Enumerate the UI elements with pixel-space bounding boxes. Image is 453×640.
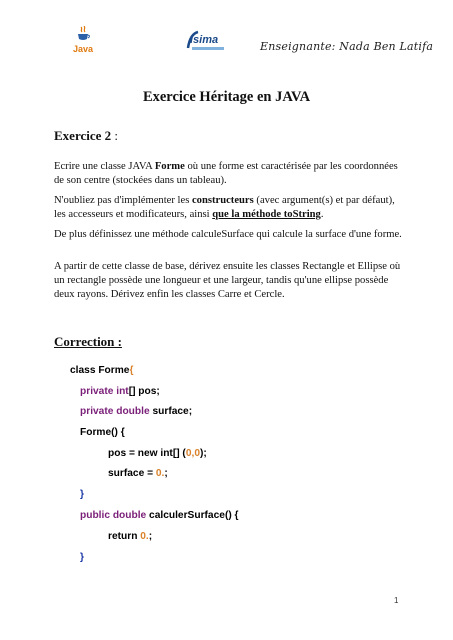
- code-keyword: private double: [80, 406, 150, 417]
- p2-text-a: N'oubliez pas d'implémenter les: [54, 195, 192, 206]
- exercise-heading-label: Exercice 2: [54, 128, 112, 143]
- code-text: [] pos;: [128, 386, 160, 397]
- p2-text-c: (avec argument(s) et par défaut), les accesseurs et modificateurs, ainsi: [54, 195, 395, 220]
- p1-text-a: Ecrire une classe JAVA: [54, 161, 155, 172]
- p1-text-c: où une forme est caractérisée par les coordonnées de son centre (stockées dans un tableau).: [54, 161, 398, 186]
- code-keyword: private int: [80, 386, 129, 397]
- code-text: surface;: [149, 406, 193, 417]
- code-line-7: }: [80, 489, 84, 500]
- exercise-paragraph-3: De plus définissez une méthode calculeSurface qui calcule la surface d'une forme.: [54, 229, 402, 240]
- document-title: Exercice Héritage en JAVA: [142, 89, 311, 105]
- code-text: ;: [164, 468, 168, 479]
- exercise-heading-colon: :: [111, 128, 119, 143]
- code-line-9: [108, 531, 152, 542]
- code-line-2: [80, 386, 160, 397]
- code-text: () {: [224, 510, 239, 521]
- code-text: );: [200, 448, 207, 459]
- p2-constructors: constructeurs: [191, 195, 254, 206]
- code-text: return: [108, 531, 141, 542]
- code-number: 0.: [155, 468, 165, 479]
- code-line-8: [80, 510, 239, 521]
- code-number: 0.: [140, 531, 149, 542]
- exercise-paragraph-2: [54, 194, 406, 222]
- java-logo: [66, 22, 100, 62]
- code-line-4: [80, 427, 125, 438]
- p2-text-e: .: [320, 209, 324, 220]
- isima-logo-bar: [192, 47, 224, 50]
- exercise-heading: [54, 128, 118, 144]
- code-method-name: calculerSurface: [146, 510, 225, 521]
- code-class-decl: class Forme: [70, 365, 130, 376]
- teacher-name: Enseignante: Nada Ben Latifa: [260, 40, 434, 53]
- code-line-5: [108, 448, 207, 459]
- code-text: ;: [148, 531, 153, 542]
- code-text: pos = new int: [108, 448, 173, 459]
- code-constructor-name: Forme: [80, 427, 112, 438]
- isima-logo: [186, 30, 228, 56]
- exercise-paragraph-4: A partir de cette classe de base, dérivez ensuite les classes Rectangle et Ellipse où un rectangle possède une longueur et une largeur, tandis qu'une ellipse possède deux rayons. Dérivez enfin les classes Carre et Cercle.: [54, 261, 401, 300]
- code-line-6: [108, 468, 168, 479]
- p2-tostring: que la méthode toString: [212, 209, 321, 220]
- p1-class-name: Forme: [154, 161, 185, 172]
- correction-heading: Correction :: [54, 334, 122, 349]
- code-text: () {: [111, 427, 125, 438]
- code-text: [] (: [172, 448, 186, 459]
- java-logo-text: Java: [72, 44, 94, 54]
- code-line-3: [80, 406, 192, 417]
- code-brace: {: [129, 365, 134, 376]
- page-number: 1: [394, 596, 399, 605]
- code-line-10: }: [80, 552, 84, 563]
- isima-logo-text: isima: [190, 34, 219, 46]
- coffee-cup-icon: [75, 26, 91, 42]
- exercise-paragraph-1: [54, 160, 406, 188]
- code-keyword: public double: [80, 510, 147, 521]
- code-text: surface =: [108, 468, 156, 479]
- code-line-1: [70, 365, 133, 376]
- code-number: 0,0: [185, 448, 200, 459]
